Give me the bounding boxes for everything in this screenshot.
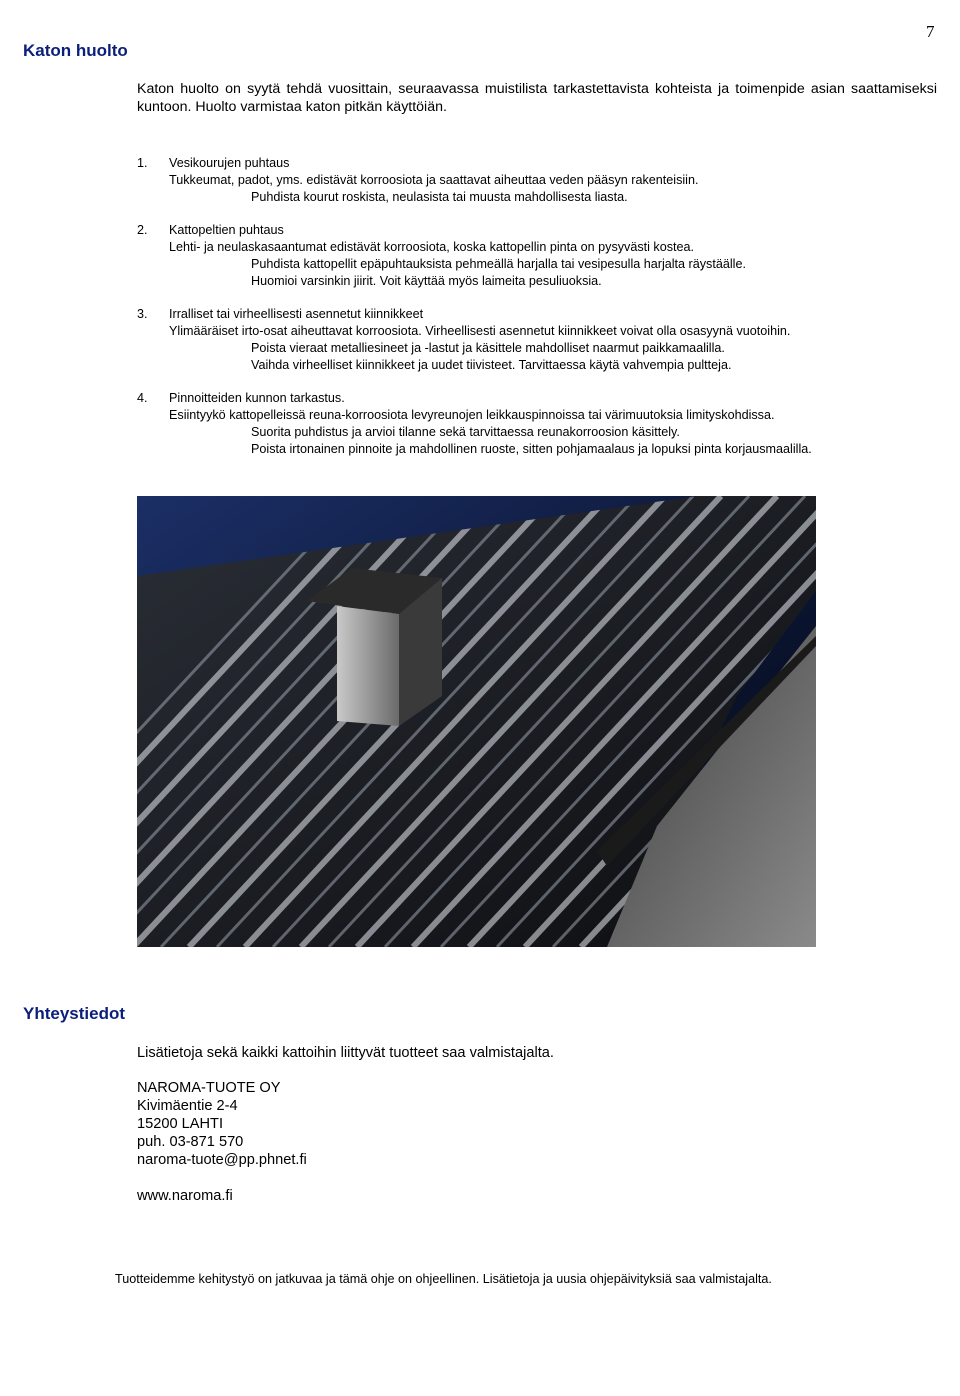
maintenance-intro: Katon huolto on syytä tehdä vuosittain, seuraavassa muistilista tarkastettavista kohteista ja toimenpide asian saattamiseksi kuntoon. Huolto varmistaa katon pitkän käyttöiän. bbox=[137, 81, 937, 115]
task-header bbox=[137, 390, 937, 407]
task-step: Puhdista kourut roskista, neulasista tai muusta mahdollisesta liasta. bbox=[251, 190, 628, 204]
footer-note: Tuotteidemme kehitystyö on jatkuvaa ja tämä ohje on ohjeellinen. Lisätietoja ja uusia ohjepäivityksiä saa valmistajalta. bbox=[115, 1272, 772, 1286]
company-name: NAROMA-TUOTE OY bbox=[137, 1080, 281, 1096]
task-title: Irralliset tai virheellisesti asennetut kiinnikkeet bbox=[169, 307, 424, 321]
task-step: Huomioi varsinkin jiirit. Voit käyttää myös laimeita pesuliuoksia. bbox=[251, 274, 602, 288]
phone-number: puh. 03-871 570 bbox=[137, 1134, 244, 1150]
task-step: Suorita puhdistus ja arvioi tilanne sekä tarvittaessa reunakorroosion käsittely. bbox=[251, 425, 680, 439]
task-description: Tukkeumat, padot, yms. edistävät korroosiota ja saattavat aiheuttaa veden pääsyn rakenteisiin. bbox=[169, 173, 699, 187]
task-header bbox=[137, 306, 937, 323]
task-step: Poista vieraat metalliesineet ja -lastut ja käsittele mahdolliset naarmut paikkamaalilla. bbox=[251, 341, 725, 355]
maintenance-task bbox=[137, 155, 937, 206]
task-description: Lehti- ja neulaskasaantumat edistävät korroosiota, koska kattopellin pinta on pysyvästi kostea. bbox=[169, 240, 695, 254]
contact-intro: Lisätietoja sekä kaikki kattoihin liittyvät tuotteet saa valmistajalta. bbox=[137, 1045, 554, 1061]
task-title: Kattopeltien puhtaus bbox=[169, 223, 284, 237]
page-number: 7 bbox=[926, 22, 935, 41]
email-address[interactable]: naroma-tuote@pp.phnet.fi bbox=[137, 1152, 307, 1168]
contact-address bbox=[137, 1079, 307, 1169]
task-step: Poista irtonainen pinnoite ja mahdollinen ruoste, sitten pohjamaalaus ja lopuksi pinta korjausmaalilla. bbox=[251, 442, 812, 456]
maintenance-task bbox=[137, 390, 937, 458]
street-address: Kivimäentie 2-4 bbox=[137, 1098, 238, 1114]
task-number: 2. bbox=[137, 223, 148, 237]
postal-city: 15200 LAHTI bbox=[137, 1116, 223, 1132]
maintenance-task-list bbox=[137, 155, 937, 474]
task-header bbox=[137, 222, 937, 239]
task-number: 4. bbox=[137, 391, 148, 405]
task-description: Ylimääräiset irto-osat aiheuttavat korroosiota. Virheellisesti asennetut kiinnikkeet voivat olla osasyynä vuotoihin. bbox=[169, 324, 791, 338]
task-number: 3. bbox=[137, 307, 148, 321]
contact-heading: Yhteystiedot bbox=[23, 1004, 126, 1023]
maintenance-task bbox=[137, 306, 937, 374]
maintenance-heading: Katon huolto bbox=[23, 41, 128, 60]
maintenance-task bbox=[137, 222, 937, 290]
task-step: Puhdista kattopellit epäpuhtauksista pehmeällä harjalla tai vesipesulla harjalta räystäälle. bbox=[251, 257, 746, 271]
task-step: Vaihda virheelliset kiinnikkeet ja uudet tiivisteet. Tarvittaessa käytä vahvempia pultteja. bbox=[251, 358, 732, 372]
task-title: Vesikourujen puhtaus bbox=[169, 156, 290, 170]
website-link[interactable]: www.naroma.fi bbox=[137, 1188, 233, 1204]
roof-photo bbox=[137, 496, 816, 947]
task-description: Esiintyykö kattopelleissä reuna-korroosiota levyreunojen leikkauspinnoissa tai värimuutoksia limityskohdissa. bbox=[169, 408, 775, 422]
task-title: Pinnoitteiden kunnon tarkastus. bbox=[169, 391, 345, 405]
task-header bbox=[137, 155, 937, 172]
task-number: 1. bbox=[137, 156, 148, 170]
